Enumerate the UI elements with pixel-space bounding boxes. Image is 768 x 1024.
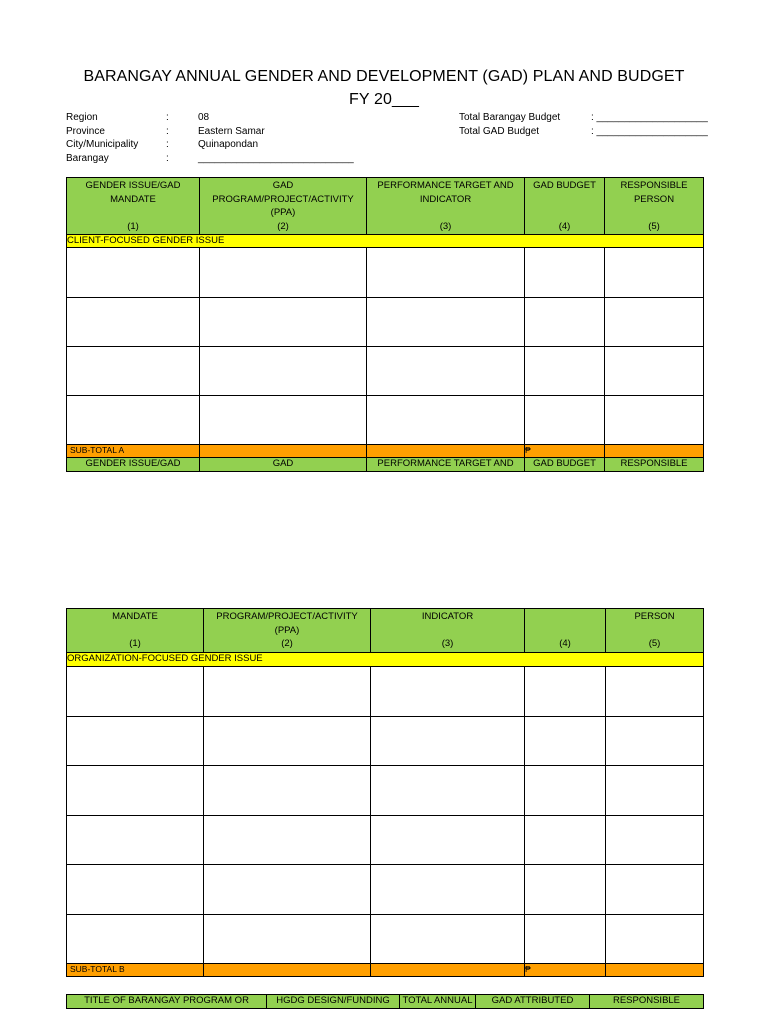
header-line: [527, 610, 603, 624]
header-line: [608, 624, 701, 638]
info-colon: :: [166, 152, 169, 164]
table-cell[interactable]: [605, 298, 704, 347]
header-line: GAD BUDGET: [533, 180, 596, 191]
info-value: : ____________________: [591, 125, 708, 137]
table-row: [67, 815, 704, 864]
info-total-gad-budget: [459, 125, 708, 139]
header-cell: [525, 178, 605, 235]
table-cell[interactable]: [67, 666, 204, 716]
header-line: GAD: [272, 180, 294, 191]
header-line: MANDATE: [112, 611, 158, 622]
header-line: [69, 624, 201, 638]
table-cell[interactable]: [67, 765, 204, 815]
info-value: 08: [198, 112, 210, 123]
header-line: [527, 206, 602, 220]
table-row: [67, 347, 704, 396]
table-cell[interactable]: [204, 815, 371, 864]
table-cell[interactable]: [67, 298, 200, 347]
table-cell[interactable]: [371, 716, 525, 765]
header-cell: RESPONSIBLE: [590, 995, 704, 1009]
table-cell[interactable]: [525, 396, 605, 445]
header-number: (3): [441, 638, 454, 649]
table-cell[interactable]: [525, 765, 606, 815]
info-colon: :: [166, 139, 169, 150]
section-row: [67, 652, 704, 666]
table-cell[interactable]: [606, 815, 704, 864]
header-line: MANDATE: [110, 193, 156, 205]
table-header-row: [67, 609, 704, 653]
table-cell[interactable]: [367, 347, 525, 396]
info-label: Barangay: [66, 152, 109, 164]
fiscal-year: FY 20___: [349, 91, 419, 108]
header-cell: [525, 609, 606, 653]
header-line: [69, 206, 197, 220]
table-header-row: [67, 178, 704, 235]
client-focused-table: [66, 177, 704, 472]
table-cell[interactable]: [525, 248, 605, 298]
header-cell: TITLE OF BARANGAY PROGRAM OR: [67, 995, 267, 1009]
table-cell[interactable]: [200, 396, 367, 445]
header-line: (PPA): [270, 207, 296, 218]
subtotal-row: [67, 445, 704, 458]
subtotal-label: SUB-TOTAL B: [67, 963, 204, 976]
info-value: Quinapondan: [198, 139, 259, 150]
header-cell: [606, 609, 704, 653]
header-line: PERSON: [634, 611, 675, 622]
header-number: (5): [648, 220, 660, 232]
header-line: [373, 624, 522, 638]
info-barangay: [66, 152, 354, 166]
table-cell[interactable]: [525, 716, 606, 765]
subtotal-cell: [367, 445, 525, 458]
header-cell: GAD: [200, 458, 367, 472]
header-number: (3): [439, 220, 452, 232]
table-cell[interactable]: [67, 248, 200, 298]
header-cell: GAD ATTRIBUTED: [476, 995, 590, 1009]
table-cell[interactable]: [606, 914, 704, 963]
info-value: : ____________________: [591, 112, 708, 123]
header-line: (PPA): [274, 624, 300, 636]
header-line: [607, 206, 701, 220]
table-cell[interactable]: [67, 914, 204, 963]
subtotal-peso: ₱: [525, 445, 605, 458]
table-cell[interactable]: [367, 248, 525, 298]
header-number: (2): [277, 220, 289, 232]
header-cell: RESPONSIBLE: [605, 458, 704, 472]
info-left: [66, 111, 354, 165]
table-cell[interactable]: [371, 765, 525, 815]
table-cell[interactable]: [605, 347, 704, 396]
subtotal-cell: [371, 963, 525, 976]
subtotal-cell: [605, 445, 704, 458]
header-line: INDICATOR: [419, 193, 472, 205]
info-label: Total Barangay Budget: [459, 112, 561, 123]
header-line: GENDER ISSUE/GAD: [85, 180, 181, 191]
table-row: [67, 666, 704, 716]
section-label: CLIENT-FOCUSED GENDER ISSUE: [67, 235, 704, 248]
info-label: Province: [66, 125, 105, 137]
info-city: [66, 138, 354, 152]
table-cell[interactable]: [525, 298, 605, 347]
subtotal-label: SUB-TOTAL A: [67, 445, 200, 458]
header-cell: [200, 178, 367, 235]
header-cell: [67, 178, 200, 235]
header-line: [527, 193, 602, 207]
table-cell[interactable]: [67, 396, 200, 445]
header-line: [527, 624, 603, 638]
header-cell: PERFORMANCE TARGET AND: [367, 458, 525, 472]
header-cell: TOTAL ANNUAL: [400, 995, 476, 1009]
subtotal-cell: [606, 963, 704, 976]
table-cell[interactable]: [525, 914, 606, 963]
header-number: (2): [281, 638, 293, 649]
table-cell[interactable]: [606, 666, 704, 716]
header-line: PERSON: [633, 193, 675, 205]
table-cell[interactable]: [67, 864, 204, 914]
info-label: Region: [66, 112, 98, 123]
header-cell: GAD BUDGET: [525, 458, 605, 472]
header-line: RESPONSIBLE: [620, 180, 688, 191]
header-line: INDICATOR: [421, 611, 474, 622]
table-cell[interactable]: [200, 248, 367, 298]
table-row: [67, 248, 704, 298]
table-cell[interactable]: [367, 298, 525, 347]
table-row: [67, 298, 704, 347]
table-cell[interactable]: [371, 666, 525, 716]
subtotal-cell: [204, 963, 371, 976]
header-line: PERFORMANCE TARGET AND: [377, 180, 514, 191]
header-cell: GENDER ISSUE/GAD: [67, 458, 200, 472]
table-cell[interactable]: [605, 248, 704, 298]
header-number: (1): [127, 220, 139, 232]
header-number: (4): [558, 220, 571, 232]
repeat-header-row: [67, 458, 704, 472]
header-number: (4): [559, 638, 571, 649]
header-line: PROGRAM/PROJECT/ACTIVITY: [212, 193, 354, 205]
form-title: BARANGAY ANNUAL GENDER AND DEVELOPMENT (GAD) PLAN AND BUDGET: [83, 68, 685, 85]
table-cell[interactable]: [204, 666, 371, 716]
table-cell[interactable]: [371, 914, 525, 963]
table-cell[interactable]: [67, 347, 200, 396]
header-line: [369, 206, 522, 220]
organization-focused-table: [66, 608, 704, 977]
info-label: Total GAD Budget: [459, 125, 540, 137]
table-cell[interactable]: [367, 396, 525, 445]
table-header-row: [67, 995, 704, 1009]
header-number: (1): [129, 638, 141, 649]
section-row: [67, 235, 704, 248]
table-cell[interactable]: [371, 864, 525, 914]
table-cell[interactable]: [67, 716, 204, 765]
table-cell[interactable]: [200, 347, 367, 396]
table-row: [67, 765, 704, 815]
table-cell[interactable]: [204, 716, 371, 765]
table-cell[interactable]: [525, 347, 605, 396]
section-label: ORGANIZATION-FOCUSED GENDER ISSUE: [67, 652, 704, 666]
info-value: ____________________________: [198, 152, 354, 164]
header-line: PROGRAM/PROJECT/ACTIVITY: [216, 611, 358, 622]
program-attribution-table: [66, 994, 704, 1009]
table-cell[interactable]: [606, 864, 704, 914]
table-row: [67, 396, 704, 445]
table-row: [67, 914, 704, 963]
table-row: [67, 864, 704, 914]
subtotal-row: [67, 963, 704, 976]
info-total-barangay-budget: [459, 111, 708, 125]
header-number: (5): [648, 638, 661, 649]
table-row: [67, 716, 704, 765]
subtotal-peso: ₱: [525, 963, 606, 976]
info-value: Eastern Samar: [198, 125, 265, 137]
table-cell[interactable]: [605, 396, 704, 445]
info-right: [459, 111, 708, 138]
header-cell: [67, 609, 204, 653]
subtotal-cell: [200, 445, 367, 458]
table-cell[interactable]: [371, 815, 525, 864]
info-province: [66, 125, 354, 139]
table-cell[interactable]: [204, 765, 371, 815]
table-cell[interactable]: [525, 815, 606, 864]
info-region: [66, 111, 354, 125]
header-cell: [204, 609, 371, 653]
info-colon: :: [166, 125, 169, 137]
table-cell[interactable]: [200, 298, 367, 347]
table-cell[interactable]: [204, 864, 371, 914]
header-cell: HGDG DESIGN/FUNDING: [267, 995, 400, 1009]
table-cell[interactable]: [525, 666, 606, 716]
table-cell[interactable]: [606, 716, 704, 765]
table-cell[interactable]: [204, 914, 371, 963]
table-cell[interactable]: [67, 815, 204, 864]
info-label: City/Municipality: [66, 139, 139, 150]
header-cell: [605, 178, 704, 235]
header-cell: [367, 178, 525, 235]
header-cell: [371, 609, 525, 653]
table-cell[interactable]: [525, 864, 606, 914]
table-cell[interactable]: [606, 765, 704, 815]
info-colon: :: [166, 112, 169, 123]
